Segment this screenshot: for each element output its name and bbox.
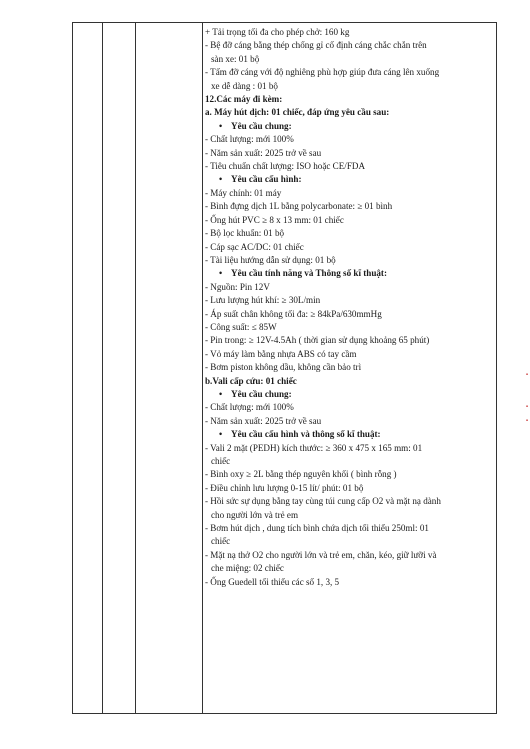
text-line: - Bộ lọc khuẩn: 01 bộ (205, 228, 285, 239)
text-line: - Bình đựng dịch 1L bằng polycarbonate: ≥ 01 bình (205, 201, 393, 212)
text-line: - Bệ đỡ cáng bằng thép chống gỉ cố định cáng chắc chắn trên (205, 40, 427, 51)
text-line: xe dễ dàng : 01 bộ (211, 80, 278, 91)
text-line: sàn xe: 01 bộ (211, 53, 260, 64)
text-line: - Lưu lượng hút khí: ≥ 30L/min (205, 295, 321, 306)
bullet-icon: • (219, 429, 223, 440)
column-divider (202, 23, 203, 713)
subsection-heading: • Yêu cầu chung: (205, 388, 491, 401)
text-line: - Năm sản xuất: 2025 trở về sau (205, 147, 322, 158)
text-line: chiếc (211, 536, 231, 547)
text-line: - Công suất: ≤ 85W (205, 321, 277, 332)
text-line: - Tài liệu hướng dẫn sử dụng: 01 bộ (205, 254, 336, 265)
text-line: - Máy chính: 01 máy (205, 187, 282, 198)
text-line: - Bơm hút dịch , dung tích bình chứa dịch tối thiểu 250ml: 01 (205, 523, 429, 534)
subsection-heading: • Yêu cầu chung: (205, 120, 491, 133)
text-line: - Vỏ máy làm bằng nhựa ABS có tay cầm (205, 348, 357, 359)
text-line: - Chất lượng: mới 100% (205, 402, 294, 413)
text-line: - Năm sản xuất: 2025 trở về sau (205, 415, 322, 426)
subsection-heading: • Yêu cầu cấu hình: (205, 173, 491, 186)
bullet-icon: • (219, 120, 223, 131)
text-line: - Bình oxy ≥ 2L bằng thép nguyên khối ( bình rỗng ) (205, 469, 397, 480)
subsection-heading: • Yêu cầu tính năng và Thông số kĩ thuật: (205, 267, 491, 280)
text-line: - Cáp sạc AC/DC: 01 chiếc (205, 241, 304, 252)
text-line: chiếc (211, 456, 231, 466)
margin-stamp-mark: ▪ (525, 404, 528, 410)
text-line: - Điều chỉnh lưu lượng 0-15 lít/ phút: 01 bộ (205, 482, 364, 493)
text-line: - Áp suất chân không tối đa: ≥ 84kPa/630mmHg (205, 308, 382, 319)
text-line: - Tiêu chuẩn chất lượng: ISO hoặc CE/FDA (205, 161, 366, 172)
bullet-icon: • (219, 268, 223, 279)
subsection-heading: • Yêu cầu cấu hình và thông số kĩ thuật: (205, 428, 491, 441)
text-line: - Bơm piston không dầu, không cần bảo trì (205, 362, 362, 373)
margin-stamp-mark: ▪ (525, 418, 528, 424)
text-line: cho người lớn và trẻ em (211, 509, 299, 520)
section-heading: 12.Các máy đi kèm: (205, 94, 283, 105)
text-line: - Vali 2 mặt (PEDH) kích thước: ≥ 360 x 475 x 165 mm: 01 (205, 442, 423, 453)
text-line: - Ống hút PVC ≥ 8 x 13 mm: 01 chiếc (205, 214, 344, 225)
item-heading: a. Máy hút dịch: 01 chiếc, đáp ứng yêu cầu sau: (205, 107, 390, 118)
text-line: - Pin trong: ≥ 12V-4.5Ah ( thời gian sử dụng khoảng 65 phút) (205, 335, 430, 346)
margin-stamp-mark: ▪ (525, 372, 528, 378)
text-line: - Mặt nạ thở O2 cho người lớn và trẻ em, chăn, kéo, giữ lưỡi và (205, 549, 437, 560)
text-line: - Tấm đỡ cáng với độ nghiêng phù hợp giúp đưa cáng lên xuống (205, 67, 440, 78)
text-line: che miệng: 02 chiếc (211, 563, 284, 574)
column-divider (102, 23, 103, 713)
spec-content (205, 26, 491, 589)
text-line: - Hồi sức sự dụng bằng tay cùng túi cung cấp O2 và mặt nạ dành (205, 496, 441, 507)
column-divider (135, 23, 136, 713)
bullet-icon: • (219, 174, 223, 185)
text-line: - Ống Guedell tối thiểu các số 1, 3, 5 (205, 576, 340, 587)
text-line: + Tải trọng tối đa cho phép chở: 160 kg (205, 27, 350, 37)
item-heading: b.Vali cấp cứu: 01 chiếc (205, 375, 297, 386)
bullet-icon: • (219, 388, 223, 399)
text-line: - Chất lượng: mới 100% (205, 134, 294, 145)
text-line: - Nguồn: Pin 12V (205, 281, 270, 292)
